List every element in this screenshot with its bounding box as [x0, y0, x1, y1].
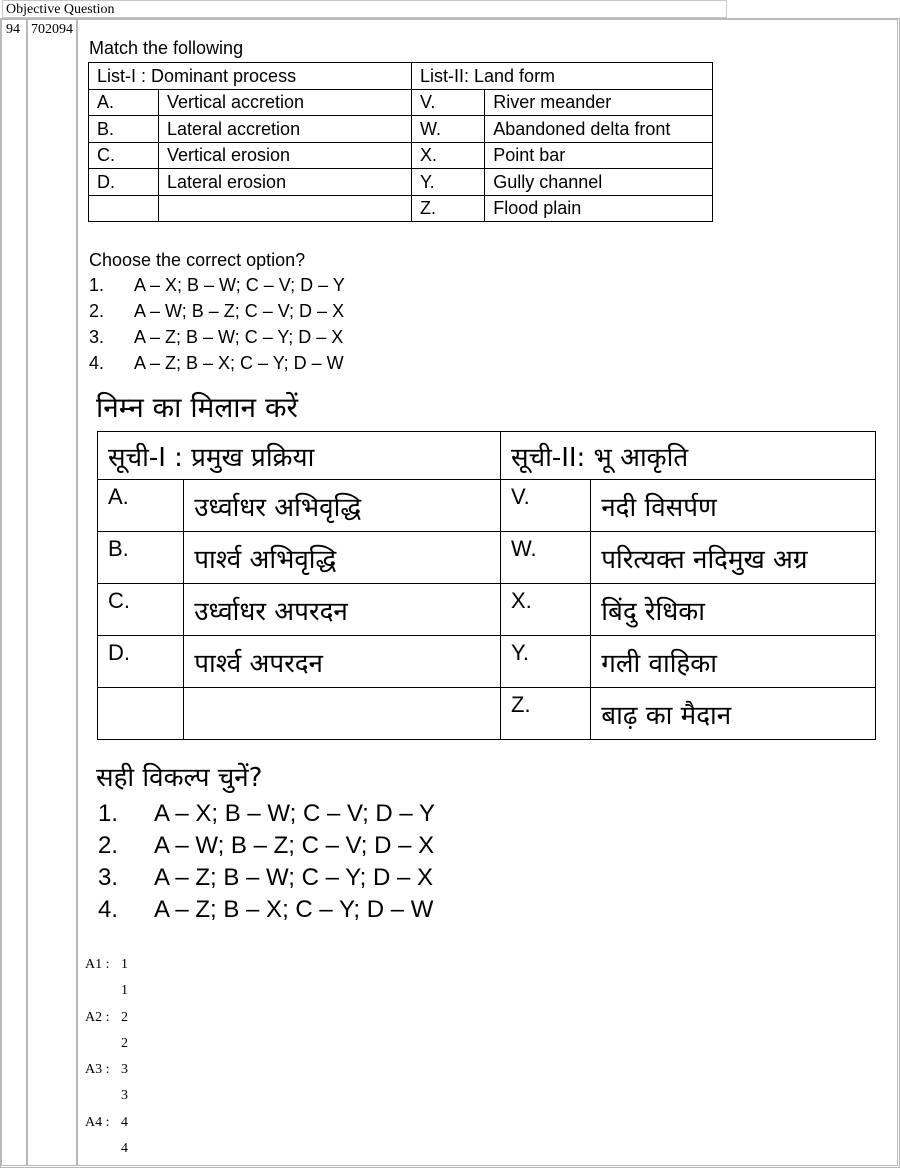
question-id: 702094	[27, 19, 77, 1166]
answer-2	[85, 1010, 128, 1026]
option-number: 2.	[98, 832, 119, 859]
option-text: A – X; B – W; C – V; D – Y	[134, 275, 345, 295]
english-choose-prompt: Choose the correct option?	[89, 250, 306, 270]
table-row	[89, 89, 713, 116]
option-text: A – Z; B – W; C – Y; D – X	[134, 327, 344, 347]
list2-text: बाढ़ का मैदान	[591, 688, 876, 740]
list2-text: Gully channel	[485, 169, 713, 196]
table-row	[89, 195, 713, 222]
list2-text: Abandoned delta front	[485, 116, 713, 143]
answer-value: 4	[121, 1115, 128, 1130]
option-number: 4.	[98, 896, 119, 923]
english-option-2	[89, 301, 344, 322]
list1-text: Vertical erosion	[159, 142, 412, 169]
english-title: Match the following	[89, 38, 244, 58]
list1-text: पार्श्व अभिवृद्धि	[184, 532, 501, 584]
answer-value: 1	[121, 957, 128, 972]
option-text: A – W; B – Z; C – V; D – X	[154, 832, 435, 859]
option-text: A – Z; B – X; C – Y; D – W	[154, 896, 434, 923]
answer-2-sub: 2	[121, 1036, 128, 1051]
list2-letter: X.	[412, 142, 485, 169]
option-text: A – X; B – W; C – V; D – Y	[154, 800, 436, 827]
answer-1-sub: 1	[121, 983, 128, 998]
list1-letter: C.	[98, 584, 184, 636]
list1-letter: B.	[98, 532, 184, 584]
list1-letter	[89, 195, 159, 222]
list2-letter: V.	[412, 89, 485, 116]
option-text: A – Z; B – X; C – Y; D – W	[134, 353, 344, 373]
table-row	[89, 169, 713, 196]
answer-3	[85, 1062, 128, 1078]
table-row	[98, 688, 876, 740]
list1-header: List-I : Dominant process	[89, 63, 412, 90]
list2-text: बिंदु रेधिका	[591, 584, 876, 636]
list1-letter	[98, 688, 184, 740]
option-number: 4.	[89, 353, 105, 373]
list2-letter: Y.	[501, 636, 591, 688]
hindi-title: निम्न का मिलान करें	[96, 391, 298, 424]
list2-header: सूची-II: भू आकृति	[501, 432, 876, 480]
hindi-match-table	[97, 431, 876, 740]
table-row	[89, 142, 713, 169]
list2-letter: Y.	[412, 169, 485, 196]
list2-header: List-II: Land form	[412, 63, 713, 90]
option-text: A – W; B – Z; C – V; D – X	[134, 301, 345, 321]
list1-text: Lateral erosion	[159, 169, 412, 196]
list2-letter: Z.	[501, 688, 591, 740]
english-option-3	[89, 327, 343, 348]
table-header-row	[98, 432, 876, 480]
answer-label: A4 :	[85, 1115, 110, 1130]
list1-letter: C.	[89, 142, 159, 169]
hindi-option-1	[98, 800, 435, 828]
list2-letter: X.	[501, 584, 591, 636]
list1-text: उर्ध्वाधर अभिवृद्धि	[184, 480, 501, 532]
list1-letter: A.	[89, 89, 159, 116]
hindi-option-3	[98, 864, 433, 892]
table-row	[98, 532, 876, 584]
list1-text	[159, 195, 412, 222]
option-number: 1.	[98, 800, 119, 827]
list2-letter: W.	[412, 116, 485, 143]
table-header-row	[89, 63, 713, 90]
answer-3-sub: 3	[121, 1088, 128, 1103]
table-row	[98, 584, 876, 636]
hindi-option-2	[98, 832, 434, 860]
list1-letter: D.	[98, 636, 184, 688]
list1-text: Vertical accretion	[159, 89, 412, 116]
table-row	[98, 636, 876, 688]
list1-letter: D.	[89, 169, 159, 196]
list1-letter: A.	[98, 480, 184, 532]
option-text: A – Z; B – W; C – Y; D – X	[154, 864, 433, 891]
answer-label: A1 :	[85, 957, 110, 972]
list2-text: गली वाहिका	[591, 636, 876, 688]
list1-header: सूची-I : प्रमुख प्रक्रिया	[98, 432, 501, 480]
list1-letter: B.	[89, 116, 159, 143]
answer-4	[85, 1115, 128, 1131]
list1-text: Lateral accretion	[159, 116, 412, 143]
table-row	[89, 116, 713, 143]
list2-text: River meander	[485, 89, 713, 116]
answer-label: A2 :	[85, 1010, 110, 1025]
list2-letter: Z.	[412, 195, 485, 222]
list2-text: Point bar	[485, 142, 713, 169]
hindi-option-4	[98, 896, 433, 924]
english-match-table	[88, 62, 713, 222]
section-header: Objective Question	[2, 0, 727, 18]
answer-1	[85, 957, 128, 973]
list2-letter: W.	[501, 532, 591, 584]
answer-value: 3	[121, 1062, 128, 1077]
list2-letter: V.	[501, 480, 591, 532]
english-option-1	[89, 275, 345, 296]
hindi-choose-prompt: सही विकल्प चुनें?	[96, 763, 263, 793]
list2-text: Flood plain	[485, 195, 713, 222]
list1-text	[184, 688, 501, 740]
answer-label: A3 :	[85, 1062, 110, 1077]
list2-text: परित्यक्त नदिमुख अग्र	[591, 532, 876, 584]
table-row	[98, 480, 876, 532]
list1-text: पार्श्व अपरदन	[184, 636, 501, 688]
option-number: 1.	[89, 275, 105, 295]
english-option-4	[89, 353, 344, 374]
list2-text: नदी विसर्पण	[591, 480, 876, 532]
list1-text: उर्ध्वाधर अपरदन	[184, 584, 501, 636]
option-number: 2.	[89, 301, 105, 321]
answer-value: 2	[121, 1010, 128, 1025]
option-number: 3.	[89, 327, 105, 347]
question-number: 94	[1, 19, 27, 1166]
option-number: 3.	[98, 864, 119, 891]
answer-4-sub: 4	[121, 1141, 128, 1156]
